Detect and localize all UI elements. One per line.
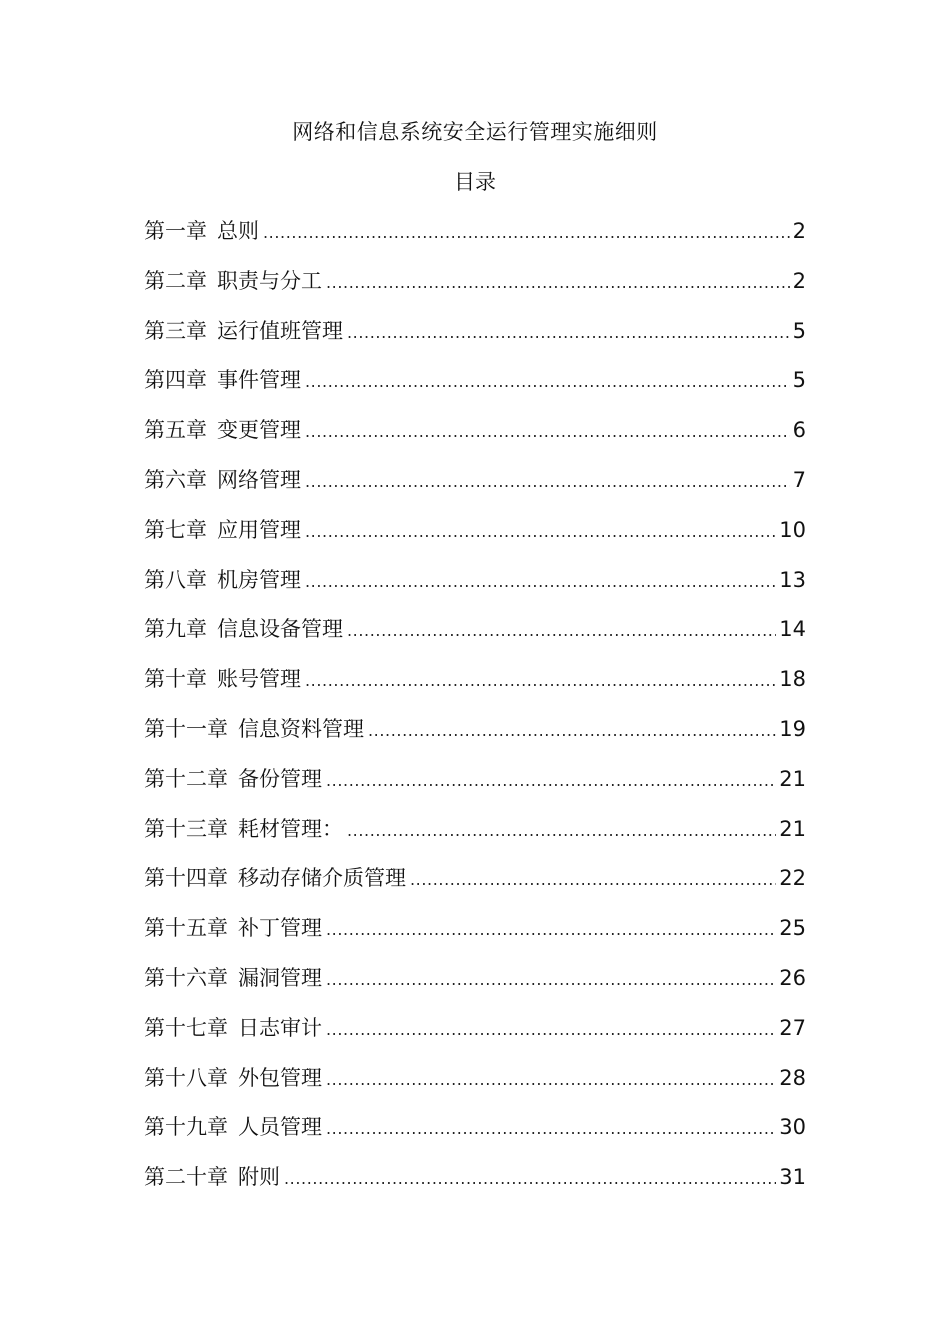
toc-page-number: 14	[779, 617, 806, 642]
toc-chapter-title: 变更管理	[217, 418, 301, 443]
toc-entry[interactable]	[144, 1112, 806, 1162]
toc-page-number: 31	[779, 1165, 806, 1190]
toc-page-number: 21	[779, 766, 806, 791]
toc-page-number: 7	[792, 467, 806, 492]
toc-dot-leader	[305, 417, 790, 447]
toc-entry[interactable]	[144, 1063, 806, 1113]
toc-page-number: 2	[792, 268, 806, 293]
toc-dot-leader	[305, 567, 776, 597]
toc-entry[interactable]	[144, 1162, 806, 1212]
toc-entry[interactable]	[144, 913, 806, 963]
toc-page-number: 22	[779, 866, 806, 891]
toc-chapter-title: 总则	[217, 219, 259, 243]
toc-chapter-number: 第十六章	[144, 965, 228, 990]
toc-dot-leader	[410, 865, 776, 895]
toc-page-number: 2	[792, 219, 806, 243]
toc-page-number: 26	[779, 965, 806, 990]
toc-entry[interactable]	[144, 963, 806, 1013]
toc-chapter-title: 耗材管理：	[238, 816, 343, 841]
toc-page-number: 19	[779, 716, 806, 741]
toc-entry[interactable]	[144, 614, 806, 664]
toc-chapter-title: 应用管理	[217, 517, 301, 542]
toc-entry[interactable]	[144, 714, 806, 764]
toc-entry[interactable]	[144, 565, 806, 615]
toc-page-number: 6	[792, 418, 806, 443]
toc-chapter-title: 日志审计	[238, 1015, 322, 1040]
toc-dot-leader	[305, 367, 790, 397]
toc-chapter-title: 移动存储介质管理	[238, 866, 406, 891]
toc-chapter-number: 第一章	[144, 219, 207, 243]
toc-entry[interactable]	[144, 764, 806, 814]
toc-dot-leader	[326, 1015, 776, 1045]
toc-dot-leader	[305, 467, 790, 497]
toc-dot-leader	[305, 666, 776, 696]
toc-entry[interactable]	[144, 664, 806, 714]
toc-dot-leader	[326, 915, 776, 945]
toc-chapter-title: 机房管理	[217, 567, 301, 592]
toc-dot-leader	[347, 318, 790, 348]
toc-dot-leader	[263, 218, 790, 248]
toc-chapter-number: 第七章	[144, 517, 207, 542]
toc-dot-leader	[326, 965, 776, 995]
toc-entry[interactable]	[144, 316, 806, 366]
toc-entry[interactable]	[144, 266, 806, 316]
toc-dot-leader	[347, 816, 776, 846]
toc-chapter-title: 备份管理	[238, 766, 322, 791]
toc-entry[interactable]	[144, 1013, 806, 1063]
toc-dot-leader	[326, 1065, 776, 1095]
toc-chapter-number: 第十七章	[144, 1015, 228, 1040]
toc-dot-leader	[326, 766, 776, 796]
toc-chapter-title: 信息设备管理	[217, 617, 343, 642]
toc-page-number: 5	[792, 318, 806, 343]
toc-chapter-number: 第四章	[144, 368, 207, 393]
toc-chapter-number: 第十三章	[144, 816, 228, 841]
toc-entry[interactable]	[144, 415, 806, 465]
toc-chapter-number: 第十五章	[144, 916, 228, 941]
toc-chapter-number: 第六章	[144, 467, 207, 492]
toc-entry[interactable]	[144, 515, 806, 565]
document-title: 网络和信息系统安全运行管理实施细则	[292, 120, 658, 144]
toc-chapter-title: 账号管理	[217, 667, 301, 692]
toc-chapter-number: 第八章	[144, 567, 207, 592]
toc-entry[interactable]	[144, 465, 806, 515]
toc-chapter-title: 职责与分工	[217, 268, 322, 293]
toc-page-number: 25	[779, 916, 806, 941]
toc-page-number: 28	[779, 1065, 806, 1090]
toc-chapter-title: 补丁管理	[238, 916, 322, 941]
toc-chapter-title: 附则	[238, 1165, 280, 1190]
toc-entry[interactable]	[144, 814, 806, 864]
toc-chapter-number: 第十一章	[144, 716, 228, 741]
toc-page-number: 13	[779, 567, 806, 592]
toc-dot-leader	[305, 517, 776, 547]
toc-chapter-number: 第十九章	[144, 1115, 228, 1140]
toc-chapter-title: 信息资料管理	[238, 716, 364, 741]
toc-chapter-title: 运行值班管理	[217, 318, 343, 343]
toc-page-number: 27	[779, 1015, 806, 1040]
toc-chapter-title: 网络管理	[217, 467, 301, 492]
toc-chapter-title: 人员管理	[238, 1115, 322, 1140]
toc-page-number: 5	[792, 368, 806, 393]
toc-entry[interactable]	[144, 863, 806, 913]
toc-page-number: 10	[779, 517, 806, 542]
toc-chapter-title: 漏洞管理	[238, 965, 322, 990]
toc-dot-leader	[326, 268, 790, 298]
toc-chapter-number: 第十八章	[144, 1065, 228, 1090]
toc-entry[interactable]	[144, 365, 806, 415]
toc-heading: 目录	[454, 170, 496, 194]
toc-chapter-number: 第十章	[144, 667, 207, 692]
toc-chapter-number: 第三章	[144, 318, 207, 343]
toc-dot-leader	[326, 1114, 776, 1144]
toc-dot-leader	[347, 616, 776, 646]
toc-chapter-title: 事件管理	[217, 368, 301, 393]
toc-chapter-number: 第二章	[144, 268, 207, 293]
toc-chapter-number: 第五章	[144, 418, 207, 443]
toc-page-number: 18	[779, 667, 806, 692]
toc-dot-leader	[368, 716, 776, 746]
toc-dot-leader	[284, 1164, 776, 1194]
toc-chapter-title: 外包管理	[238, 1065, 322, 1090]
toc-chapter-number: 第二十章	[144, 1165, 228, 1190]
toc-chapter-number: 第十四章	[144, 866, 228, 891]
table-of-contents	[144, 216, 806, 1212]
toc-entry[interactable]	[144, 216, 806, 266]
toc-chapter-number: 第九章	[144, 617, 207, 642]
toc-page-number: 30	[779, 1115, 806, 1140]
toc-chapter-number: 第十二章	[144, 766, 228, 791]
toc-page-number: 21	[779, 816, 806, 841]
